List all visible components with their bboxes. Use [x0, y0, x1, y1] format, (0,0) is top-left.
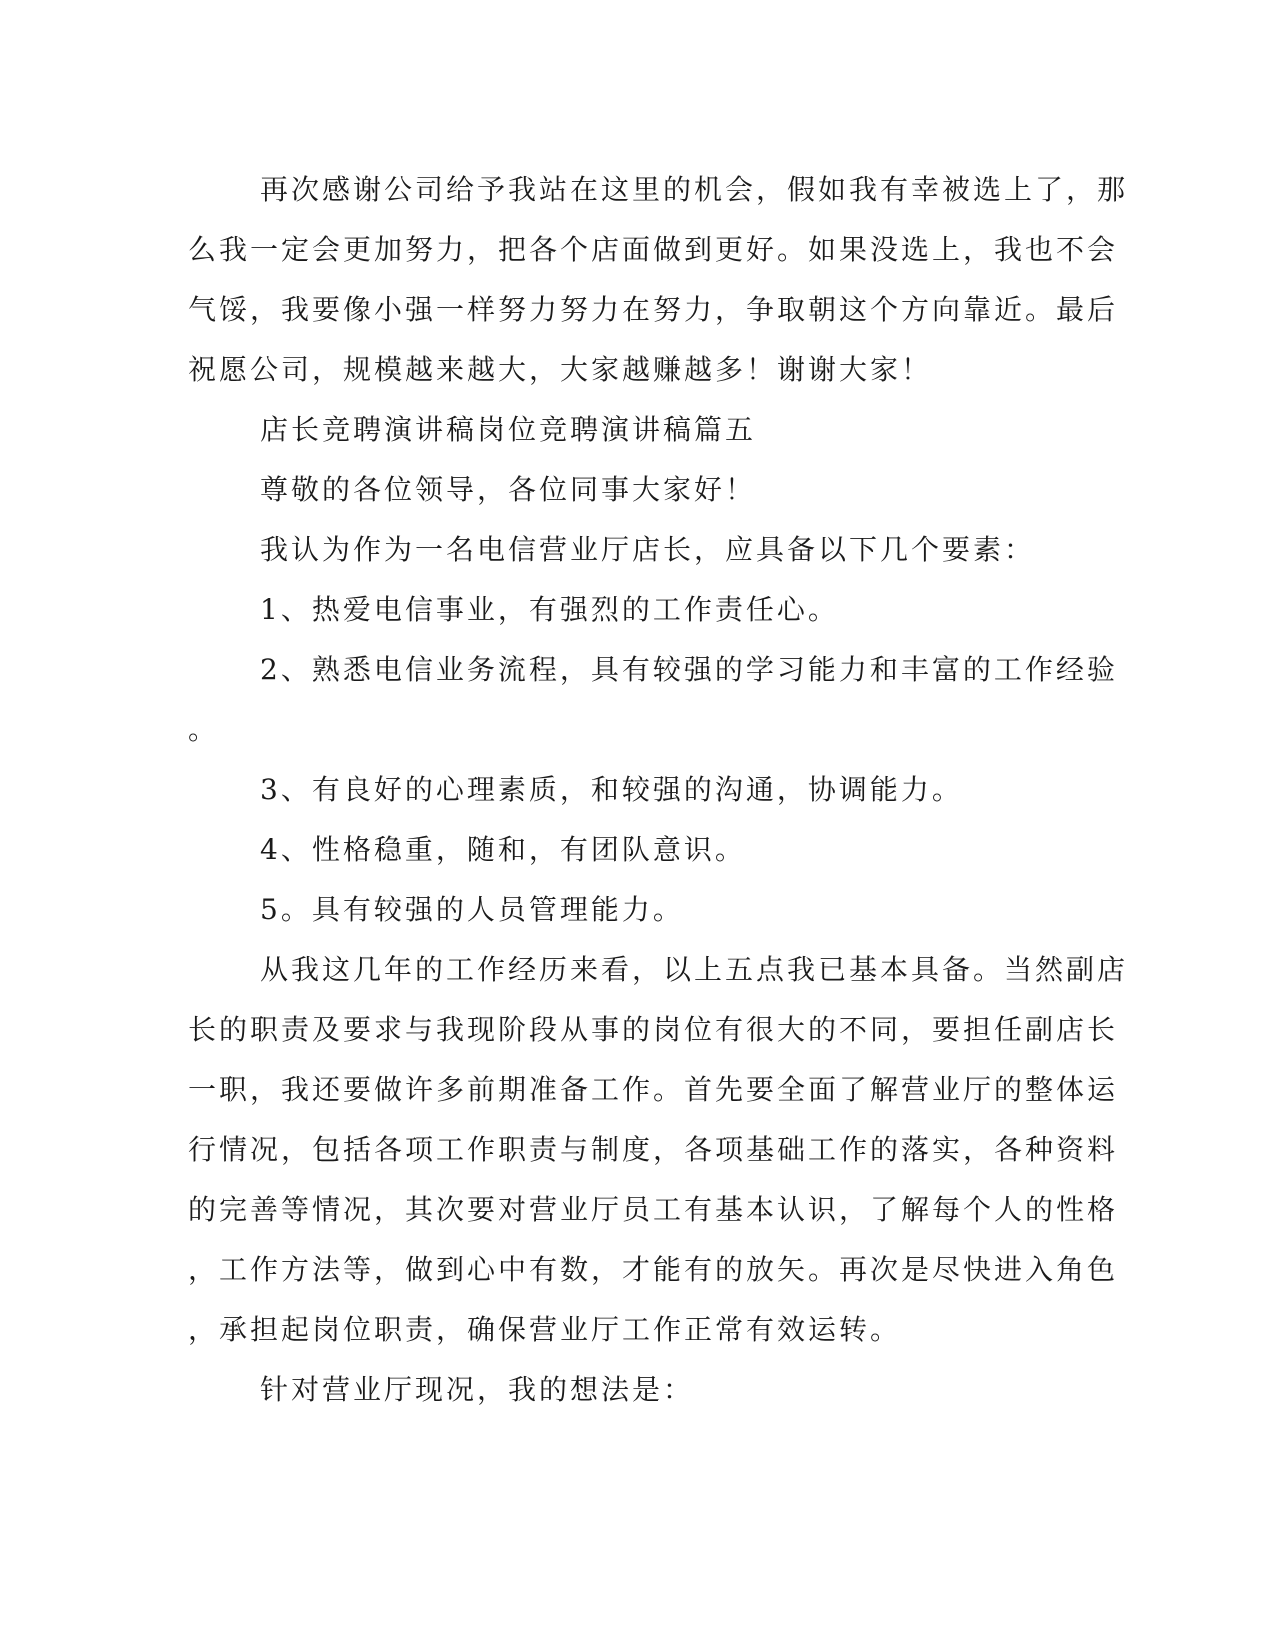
list-item-continuation: 。 — [188, 713, 220, 746]
document-body — [188, 160, 1129, 1420]
paragraph-line: 气馁，我要像小强一样努力努力在努力，争取朝这个方向靠近。最后 — [188, 293, 1119, 326]
list-item: 1、热爱电信事业，有强烈的工作责任心。 — [260, 593, 839, 626]
paragraph-line: 祝愿公司，规模越来越大，大家越赚越多！谢谢大家！ — [188, 353, 933, 386]
paragraph-line: 长的职责及要求与我现阶段从事的岗位有很大的不同，要担任副店长 — [188, 1013, 1119, 1046]
greeting-line: 尊敬的各位领导，各位同事大家好！ — [260, 473, 757, 506]
list-item: 5。具有较强的人员管理能力。 — [260, 893, 684, 926]
paragraph-line: 行情况，包括各项工作职责与制度，各项基础工作的落实，各种资料 — [188, 1133, 1119, 1166]
paragraph-line: 针对营业厅现况，我的想法是： — [260, 1373, 695, 1406]
list-item: 4、性格稳重，随和，有团队意识。 — [260, 833, 746, 866]
paragraph-line: 我认为作为一名电信营业厅店长，应具备以下几个要素： — [260, 533, 1036, 566]
paragraph-line: 一职，我还要做许多前期准备工作。首先要全面了解营业厅的整体运 — [188, 1073, 1119, 1106]
paragraph-line: 么我一定会更加努力，把各个店面做到更好。如果没选上，我也不会 — [188, 233, 1119, 266]
list-item: 2、熟悉电信业务流程，具有较强的学习能力和丰富的工作经验 — [260, 653, 1118, 686]
paragraph-line: 的完善等情况，其次要对营业厅员工有基本认识，了解每个人的性格 — [188, 1193, 1119, 1226]
paragraph-line: ，工作方法等，做到心中有数，才能有的放矢。再次是尽快进入角色 — [188, 1253, 1119, 1286]
section-heading: 店长竞聘演讲稿岗位竞聘演讲稿篇五 — [260, 413, 757, 446]
list-item: 3、有良好的心理素质，和较强的沟通，协调能力。 — [260, 773, 963, 806]
paragraph-line: ，承担起岗位职责，确保营业厅工作正常有效运转。 — [188, 1313, 902, 1346]
paragraph-line: 再次感谢公司给予我站在这里的机会，假如我有幸被选上了，那 — [260, 173, 1129, 206]
paragraph-line: 从我这几年的工作经历来看，以上五点我已基本具备。当然副店 — [260, 953, 1129, 986]
